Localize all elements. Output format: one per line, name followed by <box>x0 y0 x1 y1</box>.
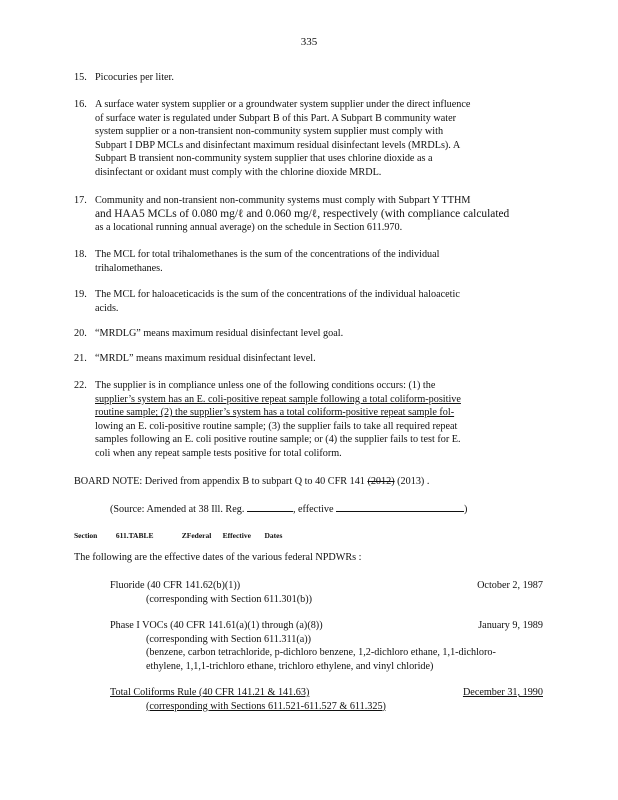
note-line: acids. <box>95 302 119 314</box>
section-effective: Effective <box>222 531 251 540</box>
note-number: 17. <box>74 195 87 206</box>
note-line: The MCL for total trihalomethanes is the sum of the concentrations of the individual <box>95 249 440 260</box>
note-number: 21. <box>74 353 87 364</box>
note-line: supplier’s system has an E. coli-positive repeat sample following a total coliform-positive <box>95 393 461 405</box>
entry-total-coliforms <box>110 686 543 713</box>
note-line: The supplier is in compliance unless one of the following conditions occurs: (1) the <box>95 380 436 391</box>
entry-date: January 9, 1989 <box>478 620 543 631</box>
note-15 <box>74 71 546 85</box>
entry-title: Total Coliforms Rule (40 CFR 141.21 & 141.63) <box>110 687 310 698</box>
note-line: “MRDLG” means maximum residual disinfectant level goal. <box>95 328 344 339</box>
note-20 <box>74 327 546 341</box>
section-number: 611.TABLE <box>115 531 154 540</box>
board-note-year: (2013) . <box>397 476 430 487</box>
source-line <box>110 500 550 517</box>
effective-date-blank <box>336 500 464 512</box>
entry-line: (corresponding with Sections 611.521-611.527 & 611.325) <box>146 700 386 712</box>
board-note-struck-year: (2012) <box>367 476 395 487</box>
entry-line: ethylene, 1,1,1-trichloro ethane, trichloro ethylene, and vinyl chloride) <box>146 660 434 672</box>
section-heading <box>74 529 282 543</box>
note-line: Subpart B transient non-community system supplier that uses chlorine dioxide as a <box>95 153 433 165</box>
note-21 <box>74 352 546 366</box>
entry-title: Phase I VOCs (40 CFR 141.61(a)(1) through (a)(8)) <box>110 620 323 631</box>
section-federal: Federal <box>186 531 212 540</box>
note-number: 15. <box>74 72 87 83</box>
section-dates: Dates <box>264 531 283 540</box>
source-text: (Source: Amended at 38 Ill. Reg. <box>110 504 245 515</box>
entry-line: (corresponding with Section 611.301(b)) <box>146 593 312 605</box>
note-line: Picocuries per liter. <box>95 72 174 83</box>
note-number: 22. <box>74 380 87 391</box>
note-line: and HAA5 MCLs of 0.080 mg/ℓ and 0.060 mg/ℓ, respectively (with compliance calculated <box>95 207 510 220</box>
entry-line: (benzene, carbon tetrachloride, p-dichloro benzene, 1,2-dichloro ethane, 1,1-dichloro- <box>146 647 496 659</box>
note-number: 19. <box>74 289 87 300</box>
register-blank <box>247 500 293 512</box>
entry-fluoride <box>110 579 543 606</box>
entry-title: Fluoride (40 CFR 141.62(b)(1)) <box>110 580 241 591</box>
note-line: Community and non-transient non-community systems must comply with Subpart Y TTHM <box>95 195 471 206</box>
note-17 <box>74 194 546 235</box>
note-line: system supplier or a non-transient non-community system supplier must comply with <box>95 126 444 138</box>
note-line: trihalomethanes. <box>95 262 163 274</box>
note-line: A surface water system supplier or a groundwater system supplier under the direct influence <box>95 99 471 110</box>
source-effective: , effective <box>292 504 334 515</box>
entry-date: October 2, 1987 <box>477 580 543 591</box>
board-note <box>74 475 554 489</box>
note-number: 20. <box>74 328 87 339</box>
note-line: disinfectant or oxidant must comply with the chlorine dioxide MRDL. <box>95 166 382 178</box>
entry-phase-i-vocs <box>110 619 543 673</box>
entry-line: (corresponding with Section 611.311(a)) <box>146 633 312 645</box>
note-line: samples following an E. coli positive routine sample; or (4) the supplier fails to test for E. <box>95 434 461 446</box>
note-line: Subpart I DBP MCLs and disinfectant maximum residual disinfectant levels (MRDLs). A <box>95 139 461 151</box>
note-line: as a locational running annual average) on the schedule in Section 611.970. <box>95 222 403 234</box>
note-line: coli when any repeat sample tests positive for total coliform. <box>95 447 342 459</box>
intro-text: The following are the effective dates of the various federal NPDWRs : <box>74 552 362 563</box>
page-number: 335 <box>300 36 318 48</box>
note-line: of surface water is regulated under Subpart B of this Part. A Subpart B community water <box>95 112 457 124</box>
section-label: Section <box>74 531 98 540</box>
source-close: ) <box>464 504 468 515</box>
note-line: “MRDL” means maximum residual disinfectant level. <box>95 353 316 364</box>
note-19 <box>74 288 546 315</box>
note-16 <box>74 98 546 180</box>
section-z: Z <box>181 531 187 540</box>
note-22 <box>74 379 546 461</box>
board-note-text: BOARD NOTE: Derived from appendix B to subpart Q to 40 CFR 141 <box>74 476 365 487</box>
note-number: 16. <box>74 99 87 110</box>
note-line: The MCL for haloaceticacids is the sum of the concentrations of the individual haloacetic <box>95 289 460 300</box>
note-line: lowing an E. coli-positive routine sample; (3) the supplier fails to take all required repeat <box>95 420 458 432</box>
note-18 <box>74 248 546 275</box>
note-line: routine sample; (2) the supplier’s system has a total coliform-positive repeat sample fol- <box>95 407 455 419</box>
note-number: 18. <box>74 249 87 260</box>
entry-date: December 31, 1990 <box>462 687 543 698</box>
